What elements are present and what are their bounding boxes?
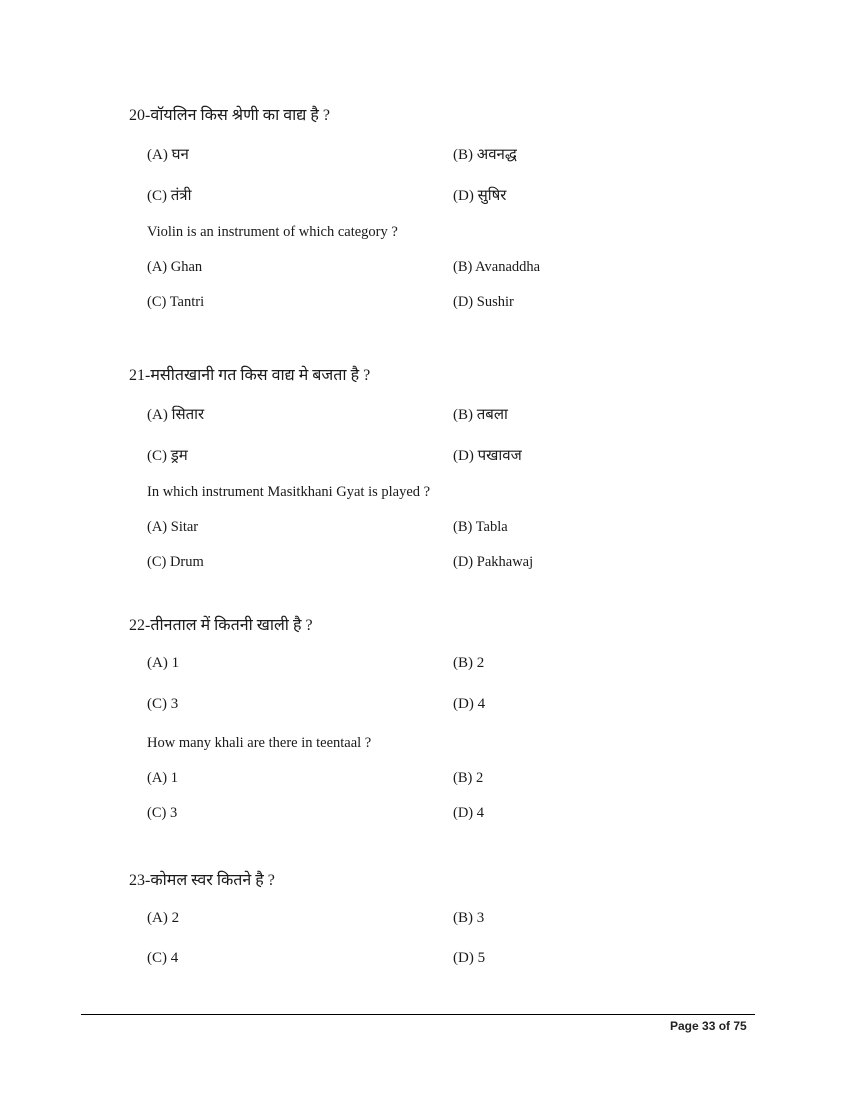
question-20-hindi-option-d: (D) सुषिर xyxy=(453,188,507,204)
question-23-hindi-option-c: (C) 4 xyxy=(147,950,179,966)
question-20-hindi-option-c: (C) तंत्री xyxy=(147,188,192,204)
question-23-hindi-option-a: (A) 2 xyxy=(147,910,180,926)
question-22-english-option-d: (D) 4 xyxy=(453,805,485,821)
page-number: Page 33 of 75 xyxy=(670,1019,747,1033)
question-22-hindi-option-d: (D) 4 xyxy=(453,696,486,712)
question-21-english: In which instrument Masitkhani Gyat is played ? xyxy=(147,484,431,500)
question-21-english-option-a: (A) Sitar xyxy=(147,519,199,535)
question-23-hindi: 23-कोमल स्वर कितने है ? xyxy=(129,872,275,889)
question-21-hindi-option-a: (A) सितार xyxy=(147,407,205,423)
question-22-hindi-option-a: (A) 1 xyxy=(147,655,180,671)
question-21-hindi-option-c: (C) ड्रम xyxy=(147,448,188,464)
question-20-hindi-option-b: (B) अवनद्ध xyxy=(453,147,517,163)
question-23-hindi-option-d: (D) 5 xyxy=(453,950,486,966)
question-21-hindi-option-d: (D) पखावज xyxy=(453,448,522,464)
footer-divider xyxy=(81,1014,755,1015)
question-21-english-option-c: (C) Drum xyxy=(147,554,204,570)
question-22-hindi-option-c: (C) 3 xyxy=(147,696,179,712)
question-22-hindi: 22-तीनताल में कितनी खाली है ? xyxy=(129,617,313,634)
question-20-english-option-b: (B) Avanaddha xyxy=(453,259,541,275)
question-22-english-option-c: (C) 3 xyxy=(147,805,178,821)
question-22-english-option-b: (B) 2 xyxy=(453,770,484,786)
question-20-english-option-c: (C) Tantri xyxy=(147,294,205,310)
question-21-english-option-b: (B) Tabla xyxy=(453,519,508,535)
question-20-hindi-option-a: (A) घन xyxy=(147,147,189,163)
question-20-english-option-a: (A) Ghan xyxy=(147,259,203,275)
question-22-hindi-option-b: (B) 2 xyxy=(453,655,485,671)
question-21-hindi: 21-मसीतखानी गत किस वाद्य मे बजता है ? xyxy=(129,367,371,384)
question-21-english-option-d: (D) Pakhawaj xyxy=(453,554,534,570)
question-20-english-option-d: (D) Sushir xyxy=(453,294,514,310)
question-20-hindi: 20-वॉयलिन किस श्रेणी का वाद्य है ? xyxy=(129,107,330,124)
question-22-english-option-a: (A) 1 xyxy=(147,770,179,786)
question-21-hindi-option-b: (B) तबला xyxy=(453,407,508,423)
question-20-english: Violin is an instrument of which category ? xyxy=(147,224,398,240)
question-22-english: How many khali are there in teentaal ? xyxy=(147,735,372,751)
question-23-hindi-option-b: (B) 3 xyxy=(453,910,485,926)
